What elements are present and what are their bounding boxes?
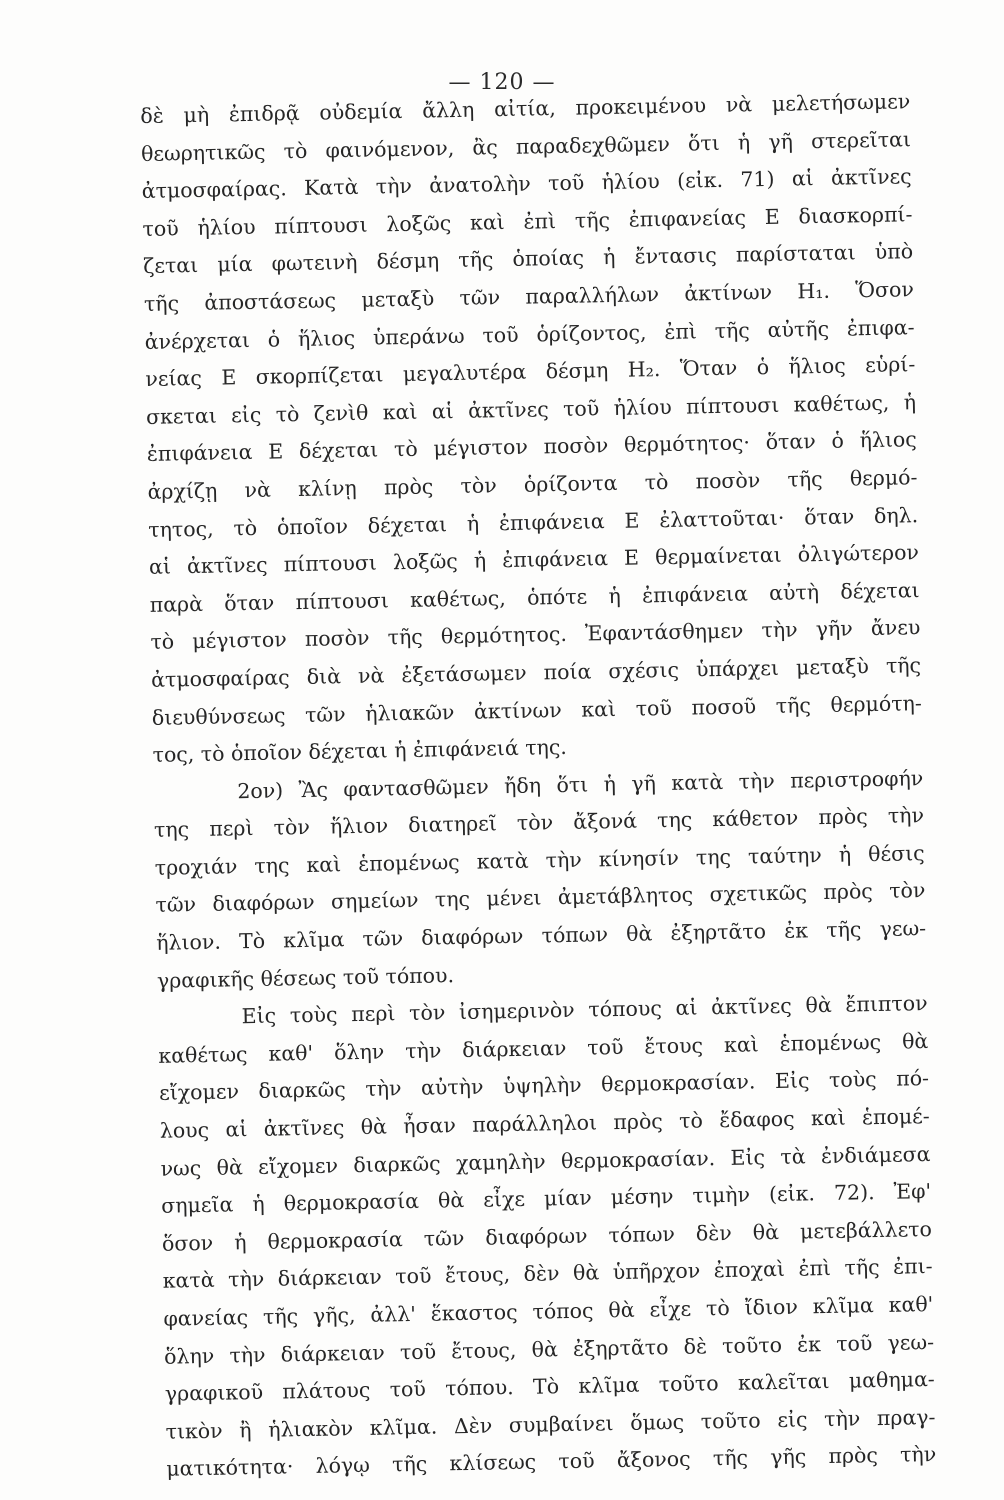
text-line: παρὰ ὅταν πίπτουσι καθέτως, ὁπότε ἡ ἐπιφάνεια αὐτὴ δέχεται [149, 577, 920, 617]
text-line: κατὰ τὴν διάρκειαν τοῦ ἔτους, δὲν θὰ ὑπῆρχον ἐποχαὶ ἐπὶ τῆς ἐπι- [162, 1254, 933, 1294]
text-line: σκεται εἰς τὸ ζενὶθ καὶ αἱ ἀκτῖνες τοῦ ἡλίου πίπτουσι καθέτως, ἡ [145, 389, 917, 429]
text-line: νως θὰ εἴχομεν διαρκῶς χαμηλὴν θερμοκρασίαν. Εἰς τὰ ἐνδιάμεσα [160, 1141, 931, 1181]
text-line: ματικότητα· λόγῳ τῆς κλίσεως τοῦ ἄξονος τῆς γῆς πρὸς τὴν [166, 1442, 937, 1482]
body-text [140, 83, 937, 1488]
text-line: τῶν διαφόρων σημείων της μένει ἀμετάβλητος σχετικῶς πρὸς τὸν [155, 878, 926, 918]
text-line: τητος, τὸ ὁποῖον δέχεται ἡ ἐπιφάνεια Ε ἐλαττοῦται· ὅταν δηλ. [148, 502, 919, 542]
text-line: θεωρητικῶς τὸ φαινόμενον, ἂς παραδεχθῶμεν ὅτι ἡ γῆ στερεῖται [140, 126, 912, 166]
text-line: φανείας τῆς γῆς, ἀλλ' ἕκαστος τόπος θὰ εἶχε τὸ ἴδιον κλῖμα καθ' [163, 1291, 934, 1331]
text-line: τῆς ἀποστάσεως μεταξὺ τῶν παραλλήλων ἀκτίνων Η₁. Ὅσον [143, 277, 915, 316]
text-line: της περὶ τὸν ἥλιον διατηρεῖ τὸν ἄξονά της κάθετον πρὸς τὴν [153, 803, 925, 843]
text-line: νείας Ε σκορπίζεται μεγαλυτέρα δέσμη Η₂. Ὅταν ὁ ἥλιος εὑρί- [145, 352, 916, 392]
text-line: αἱ ἀκτῖνες πίπτουσι λοξῶς ἡ ἐπιφάνεια Ε θερμαίνεται ὀλιγώτερον [148, 540, 920, 580]
text-line: σημεῖα ἡ θερμοκρασία θὰ εἶχε μίαν μέσην τιμὴν (εἰκ. 72). Ἐφ' [161, 1179, 932, 1219]
text-line: Εἰς τοὺς περὶ τὸν ἰσημερινὸν τόπους αἱ ἀκτῖνες θὰ ἔπιπτον [241, 991, 928, 1029]
text-line: γραφικῆς θέσεως τοῦ τόπου. [156, 962, 455, 993]
text-line: δὲ μὴ ἐπιδρᾷ οὐδεμία ἄλλη αἰτία, προκειμένου νὰ μελετήσωμεν [140, 89, 911, 128]
text-line: ἥλιον. Τὸ κλῖμα τῶν διαφόρων τόπων θὰ ἐξηρτᾶτο ἐκ τῆς γεω- [155, 916, 927, 955]
text-line: ἀτμοσφαίρας διὰ νὰ ἐξετάσωμεν ποία σχέσις ὑπάρχει μεταξὺ τῆς [150, 653, 922, 692]
text-line: καθέτως καθ' ὅλην τὴν διάρκειαν τοῦ ἔτους καὶ ἑπομένως θὰ [158, 1028, 929, 1068]
text-line: λους αἱ ἀκτῖνες θὰ ἦσαν παράλληλοι πρὸς τὸ ἔδαφος καὶ ἑπομέ- [159, 1104, 930, 1143]
text-line: τὸ μέγιστον ποσὸν τῆς θερμότητος. Ἐφαντάσθημεν τὴν γῆν ἄνευ [150, 615, 921, 655]
text-line: ἐπιφάνεια Ε δέχεται τὸ μέγιστον ποσὸν θερμότητος· ὅταν ὁ ἥλιος [146, 427, 917, 467]
text-line: τικὸν ἢ ἡλιακὸν κλῖμα. Δὲν συμβαίνει ὅμως τοῦτο εἰς τὴν πραγ- [165, 1404, 936, 1444]
text-line: ἀρχίζῃ νὰ κλίνῃ πρὸς τὸν ὁρίζοντα τὸ ποσὸν τῆς θερμό- [147, 465, 918, 504]
text-line: διευθύνσεως τῶν ἡλιακῶν ἀκτίνων καὶ τοῦ ποσοῦ τῆς θερμότη- [151, 690, 922, 730]
text-line: ὅλην τὴν διάρκειαν τοῦ ἔτους, θὰ ἐξηρτᾶτο δὲ τοῦτο ἐκ τοῦ γεω- [163, 1329, 935, 1369]
text-line: γραφικοῦ πλάτους τοῦ τόπου. Τὸ κλῖμα τοῦτο καλεῖται μαθημα- [164, 1367, 935, 1406]
text-line: ἀτμοσφαίρας. Κατὰ τὴν ἀνατολὴν τοῦ ἡλίου (εἰκ. 71) αἱ ἀκτῖνες [141, 164, 912, 204]
text-line: τος, τὸ ὁποῖον δέχεται ἡ ἐπιφάνειά της. [152, 735, 568, 767]
text-line: ὅσον ἡ θερμοκρασία τῶν διαφόρων τόπων δὲν θὰ μετεβάλλετο [161, 1216, 933, 1256]
text-line: τροχιάν της καὶ ἑπομένως κατὰ τὴν κίνησίν της ταύτην ἡ θέσις [154, 840, 925, 880]
page-number: — 120 — [448, 70, 556, 95]
text-line: εἴχομεν διαρκῶς τὴν αὐτὴν ὑψηλὴν θερμοκρασίαν. Εἰς τοὺς πό- [158, 1066, 930, 1106]
text-line: τοῦ ἡλίου πίπτουσι λοξῶς καὶ ἐπὶ τῆς ἐπιφανείας Ε διασκορπί- [142, 201, 913, 241]
text-line: ἀνέρχεται ὁ ἥλιος ὑπεράνω τοῦ ὁρίζοντος, ἐπὶ τῆς αὐτῆς ἐπιφα- [144, 314, 915, 354]
text-line: 2ον) Ἂς φαντασθῶμεν ἤδη ὅτι ἡ γῆ κατὰ τὴν περιστροφήν [237, 765, 924, 803]
text-line: ζεται μία φωτεινὴ δέσμη τῆς ὁποίας ἡ ἔντασις παρίσταται ὑπὸ [143, 239, 914, 279]
